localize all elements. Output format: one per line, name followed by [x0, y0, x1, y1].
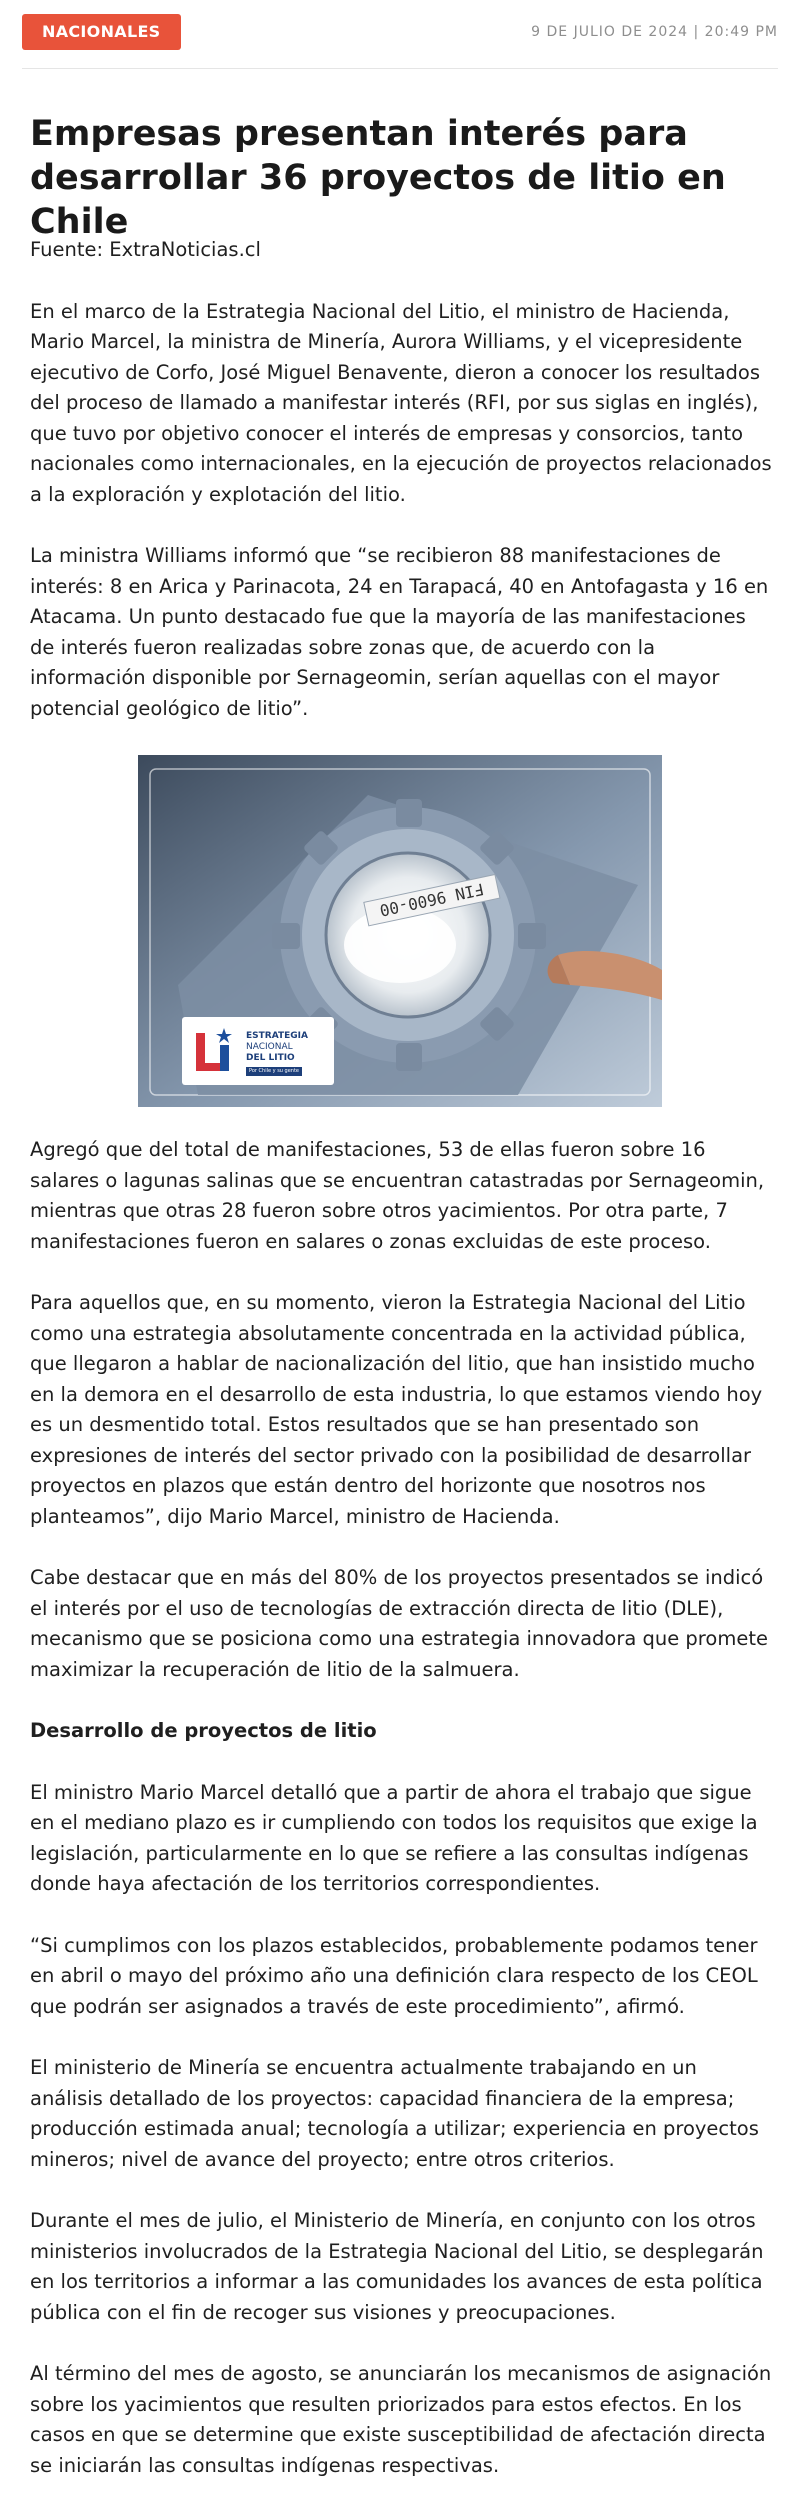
publish-date: 9 DE JULIO DE 2024 | 20:49 PM — [531, 24, 778, 40]
article-title: Empresas presentan interés para desarrollar 36 proyectos de litio en Chile — [30, 114, 726, 242]
article-paragraph-1: En el marco de la Estrategia Nacional del Litio, el ministro de Hacienda, Mario Marcel, la ministra de Minería, Aurora Williams, y el vicepresidente ejecutivo de Corfo, José Miguel Benavente, dieron a conocer los resultados del proceso de llamado a manifestar interés (RFI, por sus siglas en inglés), que tuvo por objetivo conocer el interés de empresas y consorcios, tanto nacionales como internacionales, en la ejecución de proyectos relacionados a la exploración y explotación del litio. — [30, 299, 772, 506]
article-meta-bar — [22, 14, 778, 54]
article-image — [138, 755, 662, 1107]
logo-text-line1: ESTRATEGIA — [246, 1031, 308, 1041]
article-paragraph-3: Agregó que del total de manifestaciones, 53 de ellas fueron sobre 16 salares o lagunas salinas que se encuentran catastradas por Sernageomin, mientras que otras 28 fueron sobre otros yacimientos. Por otra parte, 7 manifestaciones fueron en salares o zonas excluidas de este proceso. — [30, 1138, 765, 1253]
article-paragraph-10: Al término del mes de agosto, se anunciarán los mecanismos de asignación sobre los yacimientos que resulten priorizados para estos efectos. En los casos en que se determine que existe susceptibilidad de afectación directa se iniciarán las consultas indígenas respectivas. — [30, 2362, 772, 2477]
article-body — [30, 235, 775, 2512]
logo-text-line3: DEL LITIO — [246, 1053, 295, 1063]
article-subheading: Desarrollo de proyectos de litio — [30, 1719, 377, 1742]
article-paragraph-5: Cabe destacar que en más del 80% de los proyectos presentados se indicó el interés por el uso de tecnologías de extracción directa de litio (DLE), mecanismo que se posiciona como una estrategia innovadora que promete maximizar la recuperación de litio de la salmuera. — [30, 1566, 768, 1681]
header-divider — [22, 68, 778, 69]
article-paragraph-9: Durante el mes de julio, el Ministerio de Minería, en conjunto con los otros ministerios involucrados de la Estrategia Nacional del Litio, se desplegarán en los territorios a informar a las comunidades los avances de esta política pública con el fin de recoger sus visiones y preocupaciones. — [30, 2209, 764, 2324]
article-paragraph-4: Para aquellos que, en su momento, vieron la Estrategia Nacional del Litio como una estrategia absolutamente concentrada en la actividad pública, que llegaron a hablar de nacionalización del litio, que han insistido mucho en la demora en el desarrollo de esta industria, lo que estamos viendo hoy es un desmentido total. Estos resultados que se han presentado son expresiones de interés del sector privado con la posibilidad de desarrollar proyectos en plazos que están dentro del horizonte que nosotros nos planteamos”, dijo Mario Marcel, ministro de Hacienda. — [30, 1291, 763, 1528]
article-paragraph-2: La ministra Williams informó que “se recibieron 88 manifestaciones de interés: 8 en Arica y Parinacota, 24 en Tarapacá, 40 en Antofagasta y 16 en Atacama. Un punto destacado fue que la mayoría de las manifestaciones de interés fueron realizadas sobre zonas que, de acuerdo con la información disponible por Sernageomin, serían aquellas con el mayor potencial geológico de litio”. — [30, 544, 769, 720]
category-badge[interactable]: NACIONALES — [22, 14, 181, 50]
lithium-logo-icon — [190, 1025, 240, 1077]
article-paragraph-7: “Si cumplimos con los plazos establecidos, probablemente podamos tener en abril o mayo del próximo año una definición clara respecto de los CEOL que podrán ser asignados a través de este procedimiento”, afirmó. — [30, 1933, 758, 2018]
article-paragraph-6: El ministro Mario Marcel detalló que a partir de ahora el trabajo que sigue en el mediano plazo es ir cumpliendo con todos los requisitos que exige la legislación, particularmente en lo que se refiere a las consultas indígenas donde haya afectación de los territorios correspondientes. — [30, 1780, 758, 1895]
article-paragraph-8: El ministerio de Minería se encuentra actualmente trabajando en un análisis detallado de los proyectos: capacidad financiera de la empresa; producción estimada anual; tecnología a utilizar; experiencia en proyectos mineros; nivel de avance del proyecto; entre otros criterios. — [30, 2056, 759, 2171]
article-source: Fuente: ExtraNoticias.cl — [30, 238, 261, 261]
logo-tagline: Por Chile y su gente — [246, 1067, 302, 1076]
estrategia-litio-logo — [182, 1017, 334, 1085]
logo-text-line2: NACIONAL — [246, 1042, 293, 1052]
sample-label-text: FIN 9600-00 — [377, 879, 486, 920]
